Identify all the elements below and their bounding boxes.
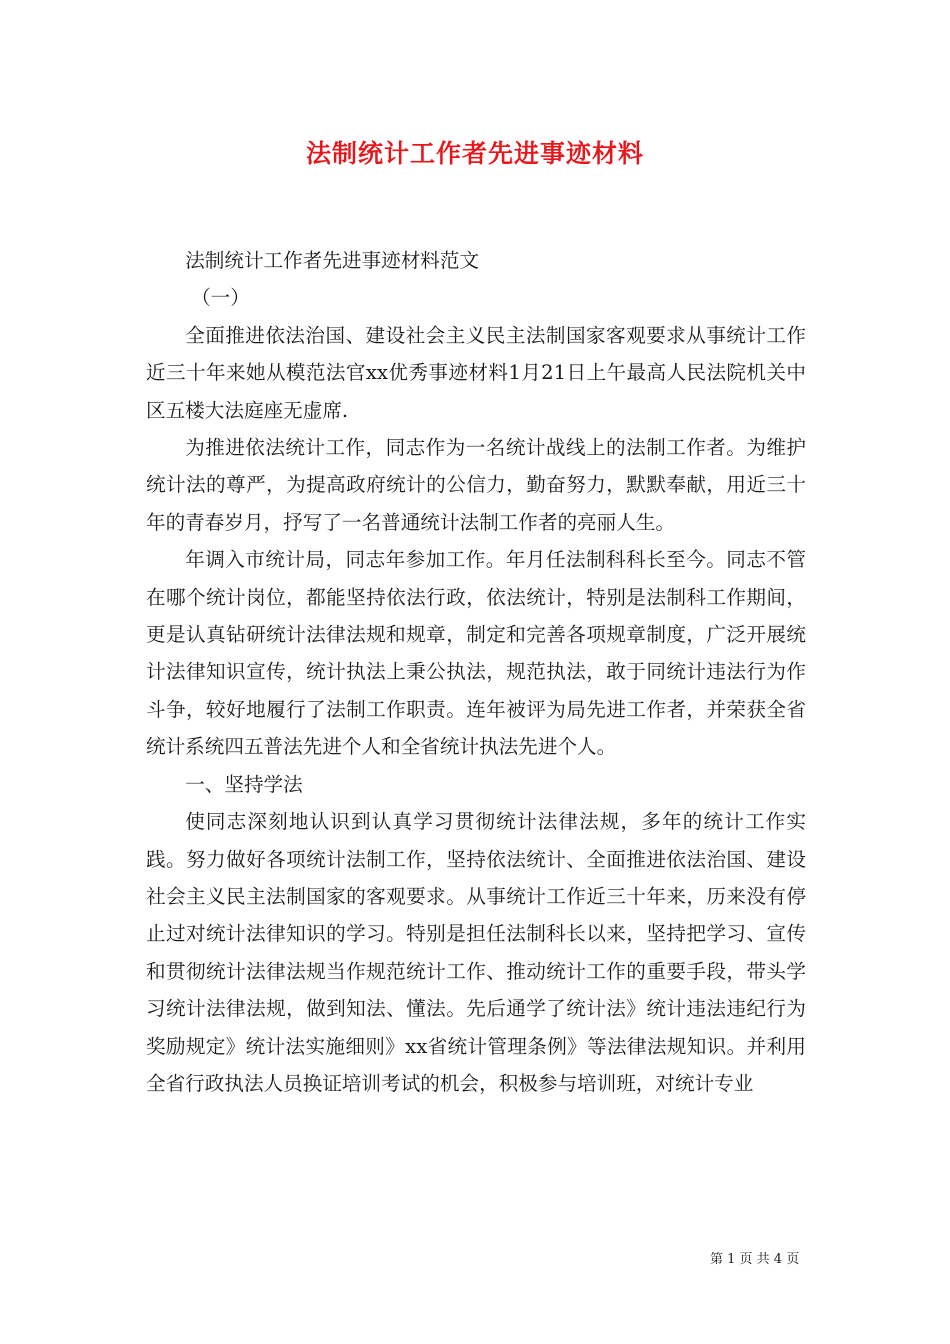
document-title: 法制统计工作者先进事迹材料 xyxy=(305,139,644,168)
section-number: （一） xyxy=(191,286,250,310)
paragraph-3: 年调入市统计局，同志年参加工作。年月任法制科科长至今。同志不管在哪个统计岗位，都能坚持依法行政，依法统计，特别是法制科工作期间，更是认真钻研统计法律法规和规章，制定和完善各项规章制度，广泛开展统计法律知识宣传，统计执法上秉公执法，规范执法，敢于同统计违法行为作斗争，较好地履行了法制工作职责。连年被评为局先进工作者，并荣获全省统计系统四五普法先进个人和全省统计执法先进个人。 xyxy=(146,548,806,759)
section-heading: 一、坚持学法 xyxy=(185,772,303,796)
page-number: 第 1 页 共 4 页 xyxy=(710,1252,800,1267)
paragraph-1: 全面推进依法治国、建设社会主义民主法制国家客观要求从事统计工作近三十年来她从模范法官xx优秀事迹材料1月21日上午最高人民法院机关中区五楼大法庭座无虚席. xyxy=(146,323,806,422)
document-body xyxy=(146,242,806,1102)
paragraph-4: 使同志深刻地认识到认真学习贯彻统计法律法规，多年的统计工作实践。努力做好各项统计法制工作，坚持依法统计、全面推进依法治国、建设社会主义民主法制国家的客观要求。从事统计工作近三十年来，历来没有停止过对统计法律知识的学习。特别是担任法制科长以来，坚持把学习、宣传和贯彻统计法律法规当作规范统计工作、推动统计工作的重要手段，带头学习统计法律法规，做到知法、懂法。先后通学了统计法》统计违法违纪行为奖励规定》统计法实施细则》xx省统计管理条例》等法律法规知识。并利用全省行政执法人员换证培训考试的机会，积极参与培训班，对统计专业 xyxy=(146,810,806,1095)
paragraph-2: 为推进依法统计工作，同志作为一名统计战线上的法制工作者。为维护统计法的尊严，为提高政府统计的公信力，勤奋努力，默默奉献，用近三十年的青春岁月，抒写了一名普通统计法制工作者的亮丽人生。 xyxy=(146,436,806,534)
document-subtitle: 法制统计工作者先进事迹材料范文 xyxy=(185,249,480,272)
